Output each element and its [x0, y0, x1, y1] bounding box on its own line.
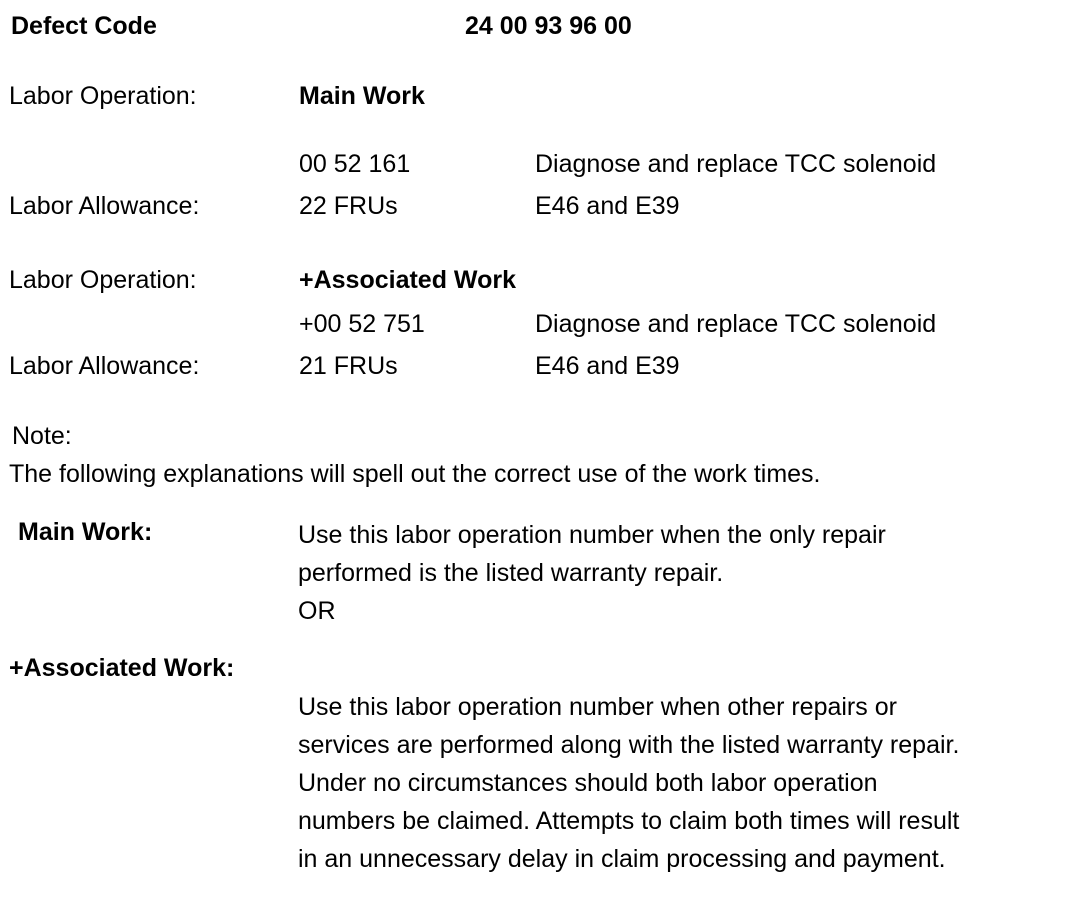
associated-explanation-line: Under no circumstances should both labor operation: [298, 769, 878, 797]
associated-labor-allowance-value: 21 FRUs: [299, 352, 398, 380]
defect-code-label: Defect Code: [11, 12, 157, 40]
main-operation-number: 00 52 161: [299, 150, 411, 178]
main-models: E46 and E39: [535, 192, 680, 220]
main-explanation-line: Use this labor operation number when the only repair: [298, 521, 886, 549]
note-intro: The following explanations will spell out the correct use of the work times.: [9, 460, 821, 488]
associated-explanation-line: Use this labor operation number when other repairs or: [298, 693, 897, 721]
associated-work-heading: +Associated Work: [299, 266, 516, 294]
main-explanation-heading: Main Work:: [18, 518, 153, 546]
associated-explanation-heading: +Associated Work:: [9, 654, 235, 682]
associated-labor-allowance-label: Labor Allowance:: [9, 352, 200, 380]
associated-explanation-line: services are performed along with the listed warranty repair.: [298, 731, 960, 759]
main-labor-allowance-value: 22 FRUs: [299, 192, 398, 220]
associated-operation-description: Diagnose and replace TCC solenoid: [535, 310, 937, 338]
main-explanation-text: [298, 516, 1078, 630]
associated-explanation-line: numbers be claimed. Attempts to claim both times will result: [298, 807, 960, 835]
main-labor-allowance-label: Labor Allowance:: [9, 192, 200, 220]
associated-labor-operation-label: Labor Operation:: [9, 266, 197, 294]
main-explanation-line: OR: [298, 597, 336, 625]
defect-code-value: 24 00 93 96 00: [465, 12, 632, 40]
note-label: Note:: [12, 422, 72, 450]
associated-models: E46 and E39: [535, 352, 680, 380]
main-explanation-line: performed is the listed warranty repair.: [298, 559, 724, 587]
associated-explanation-line: in an unnecessary delay in claim processing and payment.: [298, 845, 946, 873]
associated-explanation-text: [298, 688, 1078, 878]
main-operation-description: Diagnose and replace TCC solenoid: [535, 150, 937, 178]
associated-operation-number: +00 52 751: [299, 310, 425, 338]
main-work-heading: Main Work: [299, 82, 425, 110]
main-labor-operation-label: Labor Operation:: [9, 82, 197, 110]
